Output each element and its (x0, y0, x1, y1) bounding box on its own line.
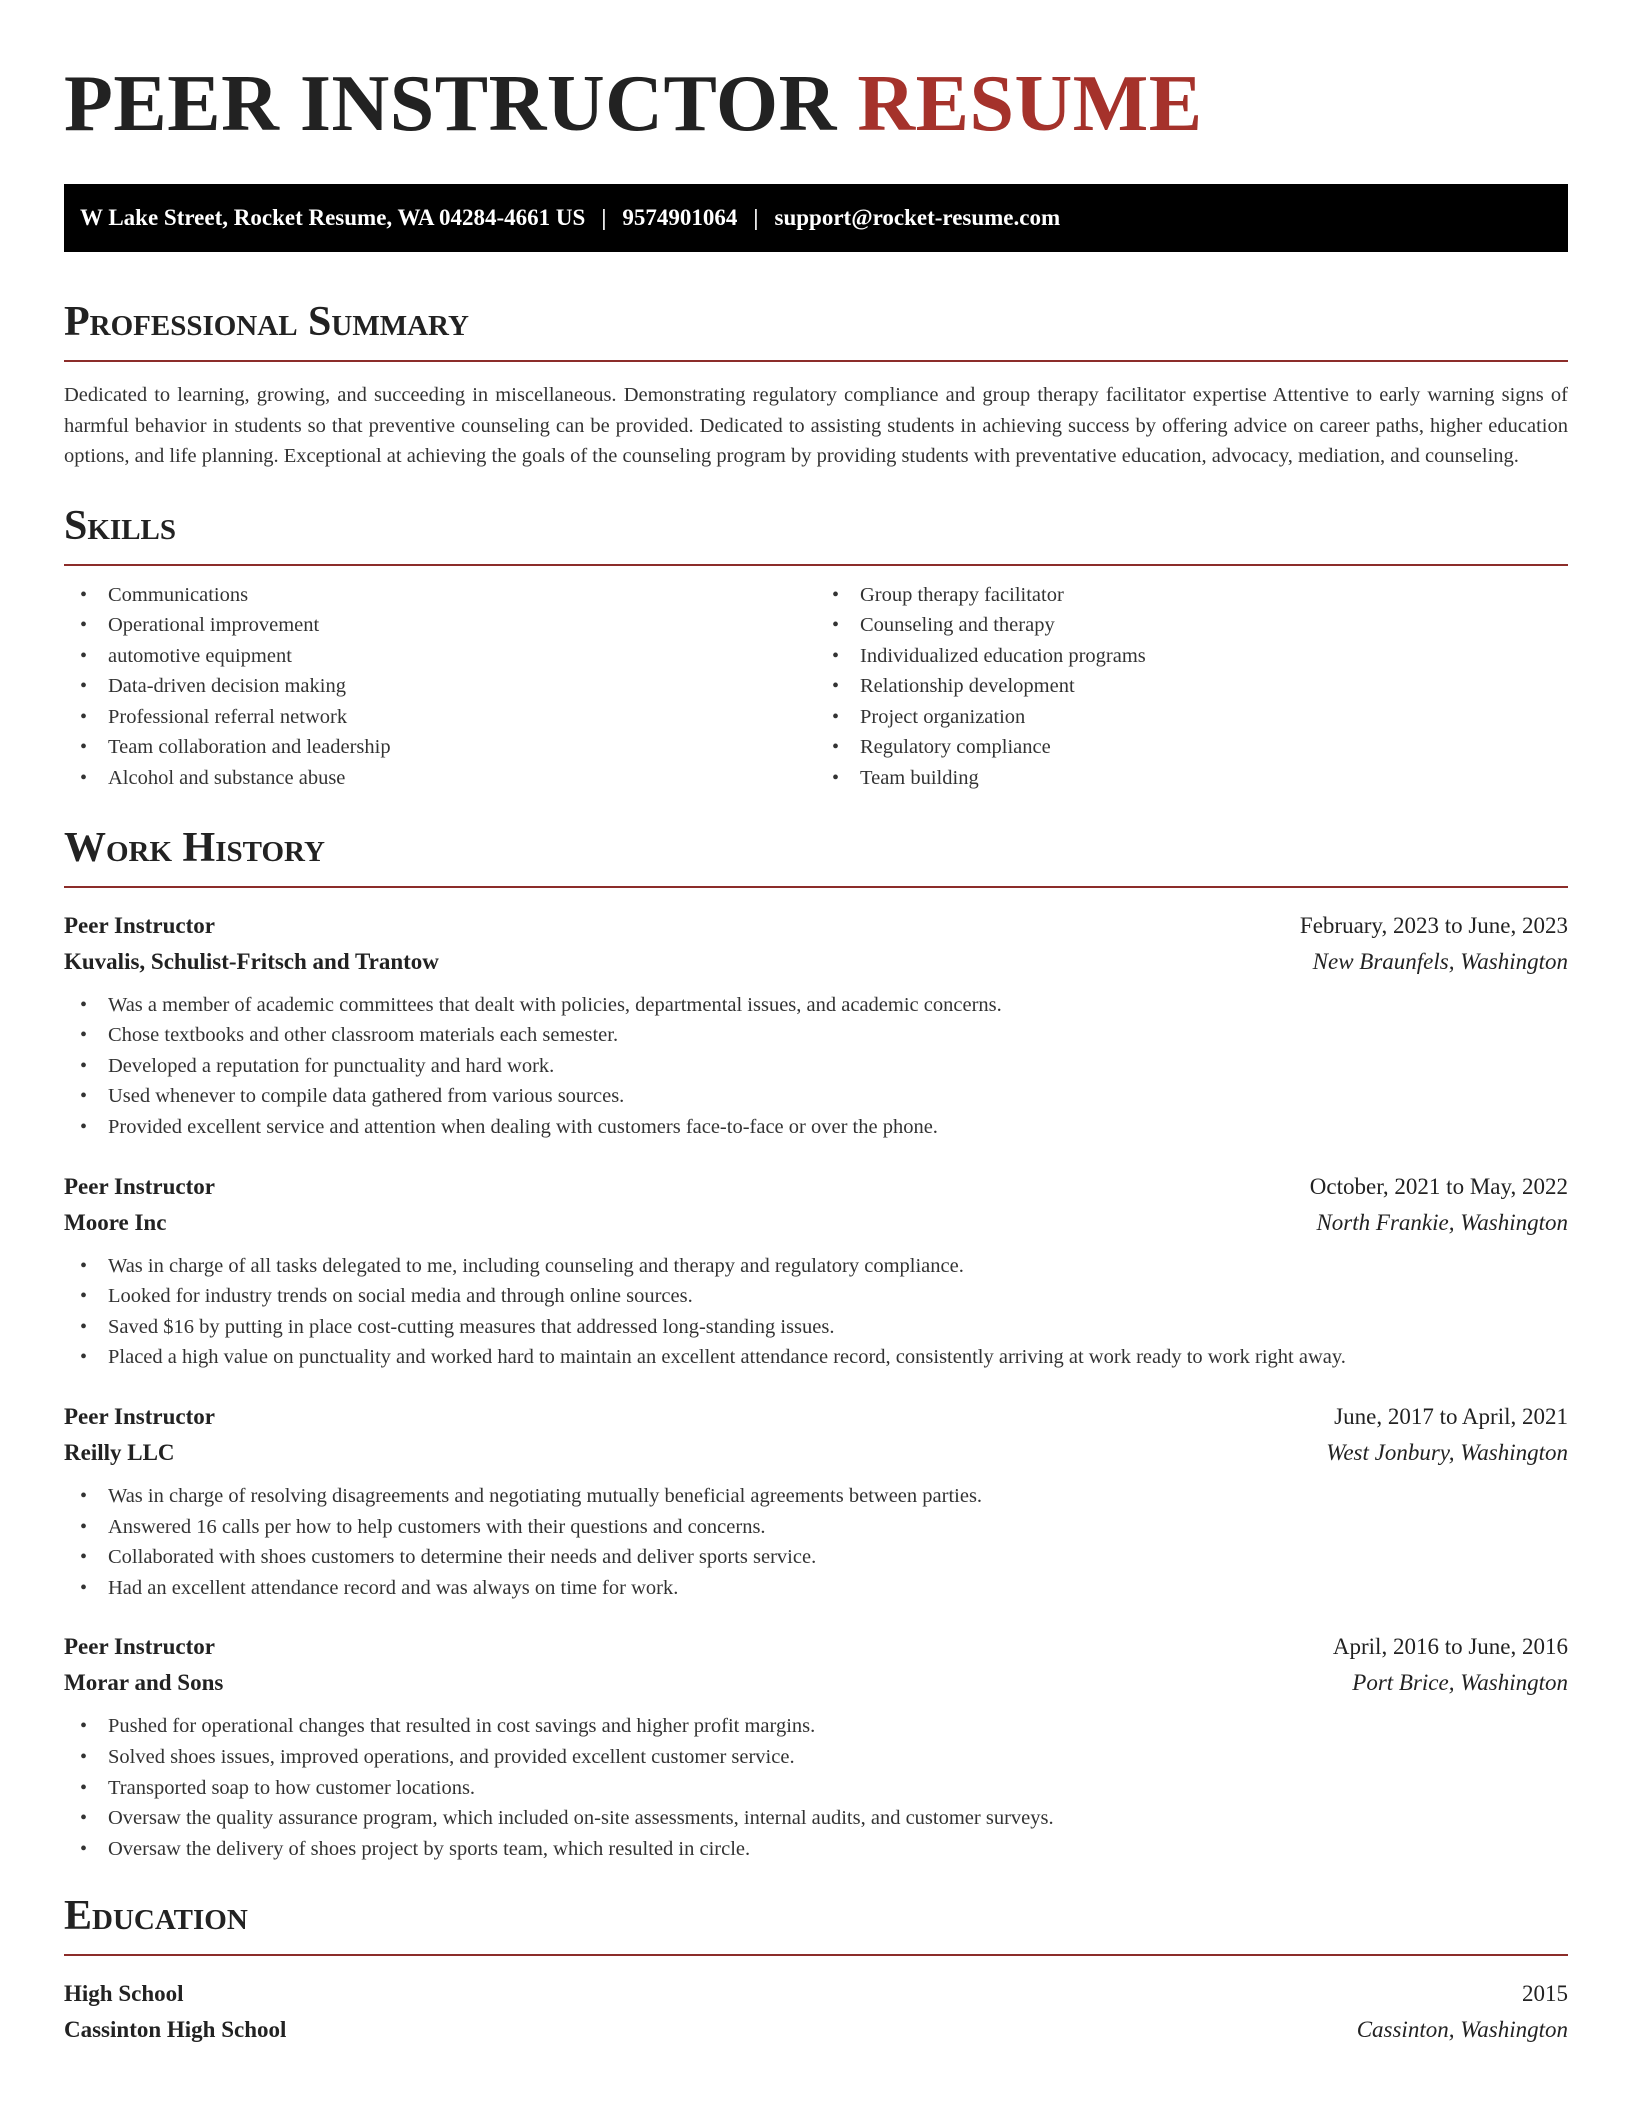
contact-separator: | (601, 205, 607, 230)
job-bullet: • Chose textbooks and other classroom materials each semester. (64, 1020, 1568, 1051)
education-section (64, 1892, 1568, 2048)
job-bullet: • Collaborated with shoes customers to determine their needs and deliver sports service. (64, 1542, 1568, 1573)
skills-section (64, 502, 1568, 794)
job-company: Kuvalis, Schulist-Fritsch and Trantow (64, 948, 439, 974)
skill-item: • Data-driven decision making (64, 671, 816, 702)
job-company: Reilly LLC (64, 1440, 175, 1465)
contact-phone: 9574901064 (622, 205, 738, 230)
skill-item: • Team collaboration and leadership (64, 732, 816, 763)
job-bullet: • Pushed for operational changes that resulted in cost savings and higher profit margins. (64, 1711, 1568, 1742)
job-entry (64, 1169, 1568, 1373)
job-bullet: • Oversaw the quality assurance program, which included on-site assessments, internal audits, and customer surveys. (64, 1803, 1568, 1834)
job-location: New Braunfels, Washington (1312, 948, 1568, 974)
job-dates: October, 2021 to May, 2022 (1309, 1173, 1568, 1199)
job-bullet: • Placed a high value on punctuality and worked hard to maintain an excellent attendance record, consistently arriving at work ready to work right away. (64, 1342, 1568, 1373)
contact-separator: | (753, 205, 759, 230)
education-degree: High School (64, 1981, 184, 2007)
title-main: PEER INSTRUCTOR (64, 60, 837, 148)
skills-list-left (64, 580, 816, 794)
job-bullets (64, 1481, 1568, 1603)
education-school: Cassinton High School (64, 2017, 287, 2043)
job-title: Peer Instructor (64, 1404, 215, 1429)
job-bullet: • Saved $16 by putting in place cost-cutting measures that addressed long-standing issues. (64, 1312, 1568, 1343)
job-bullet: • Solved shoes issues, improved operations, and provided excellent customer service. (64, 1742, 1568, 1773)
job-dates: April, 2016 to June, 2016 (1332, 1634, 1568, 1660)
job-bullets (64, 990, 1568, 1143)
job-title: Peer Instructor (64, 1634, 215, 1660)
resume-title (64, 0, 1568, 150)
job-bullet: • Was in charge of resolving disagreements and negotiating mutually beneficial agreements between parties. (64, 1481, 1568, 1512)
job-company-row (64, 944, 1568, 980)
skill-item: • Project organization (816, 702, 1568, 733)
job-bullet: • Answered 16 calls per how to help customers with their questions and concerns. (64, 1512, 1568, 1543)
work-history-section (64, 824, 1568, 1865)
job-title: Peer Instructor (64, 912, 215, 938)
job-location: North Frankie, Washington (1316, 1209, 1568, 1235)
job-header-row (64, 1399, 1568, 1435)
job-location: Port Brice, Washington (1352, 1670, 1568, 1696)
job-entry (64, 1629, 1568, 1864)
job-bullet: • Had an excellent attendance record and was always on time for work. (64, 1573, 1568, 1604)
education-entry (64, 1976, 1568, 2048)
skill-item: • Team building (816, 763, 1568, 794)
job-entry (64, 1399, 1568, 1603)
education-school-row (64, 2012, 1568, 2048)
job-company-row (64, 1665, 1568, 1701)
job-bullet: • Looked for industry trends on social media and through online sources. (64, 1281, 1568, 1312)
job-location: West Jonbury, Washington (1326, 1440, 1568, 1465)
job-bullet: • Oversaw the delivery of shoes project by sports team, which resulted in circle. (64, 1834, 1568, 1865)
education-heading: Education (64, 1892, 1568, 1956)
skill-item: • Operational improvement (64, 610, 816, 641)
skill-item: • automotive equipment (64, 641, 816, 672)
job-bullet: • Used whenever to compile data gathered from various sources. (64, 1081, 1568, 1112)
job-dates: June, 2017 to April, 2021 (1334, 1404, 1568, 1429)
skill-item: • Regulatory compliance (816, 732, 1568, 763)
job-company-row (64, 1435, 1568, 1471)
job-bullet: • Was in charge of all tasks delegated to me, including counseling and therapy and regulatory compliance. (64, 1251, 1568, 1282)
job-title: Peer Instructor (64, 1173, 215, 1199)
job-entry (64, 908, 1568, 1143)
skills-list-right (816, 580, 1568, 794)
education-year: 2015 (1522, 1981, 1568, 2007)
job-dates: February, 2023 to June, 2023 (1299, 912, 1568, 938)
skills-columns (64, 580, 1568, 794)
work-history-heading: Work History (64, 824, 1568, 888)
skill-item: • Professional referral network (64, 702, 816, 733)
summary-text: Dedicated to learning, growing, and succeeding in miscellaneous. Demonstrating regulatory compliance and group therapy facilitator expertise Attentive to early warning signs of harmful behavior in students so that preventive counseling can be provided. Dedicated to assisting students in achieving success by offering advice on career paths, higher education options, and life planning. Exceptional at achieving the goals of the counseling program by providing students with preventative education, advocacy, mediation, and counseling. (64, 384, 1568, 467)
contact-bar (64, 184, 1568, 252)
summary-section (64, 298, 1568, 472)
education-location: Cassinton, Washington (1356, 2017, 1568, 2043)
skill-item: • Group therapy facilitator (816, 580, 1568, 611)
contact-address: W Lake Street, Rocket Resume, WA 04284-4661 US (80, 205, 586, 230)
job-header-row (64, 908, 1568, 944)
skills-heading: Skills (64, 502, 1568, 566)
education-header-row (64, 1976, 1568, 2012)
summary-heading: Professional Summary (64, 298, 1568, 362)
skill-item: • Communications (64, 580, 816, 611)
job-company: Morar and Sons (64, 1670, 224, 1696)
skill-item: • Alcohol and substance abuse (64, 763, 816, 794)
job-company: Moore Inc (64, 1209, 167, 1235)
skill-item: • Relationship development (816, 671, 1568, 702)
title-accent: RESUME (857, 60, 1203, 148)
skill-item: • Counseling and therapy (816, 610, 1568, 641)
job-header-row (64, 1169, 1568, 1205)
job-company-row (64, 1205, 1568, 1241)
skill-item: • Individualized education programs (816, 641, 1568, 672)
job-bullet: • Was a member of academic committees that dealt with policies, departmental issues, and academic concerns. (64, 990, 1568, 1021)
contact-email: support@rocket-resume.com (774, 205, 1061, 230)
job-bullets (64, 1251, 1568, 1373)
job-bullets (64, 1711, 1568, 1864)
job-header-row (64, 1629, 1568, 1665)
job-bullet: • Transported soap to how customer locations. (64, 1773, 1568, 1804)
job-bullet: • Developed a reputation for punctuality and hard work. (64, 1051, 1568, 1082)
job-bullet: • Provided excellent service and attention when dealing with customers face-to-face or over the phone. (64, 1112, 1568, 1143)
